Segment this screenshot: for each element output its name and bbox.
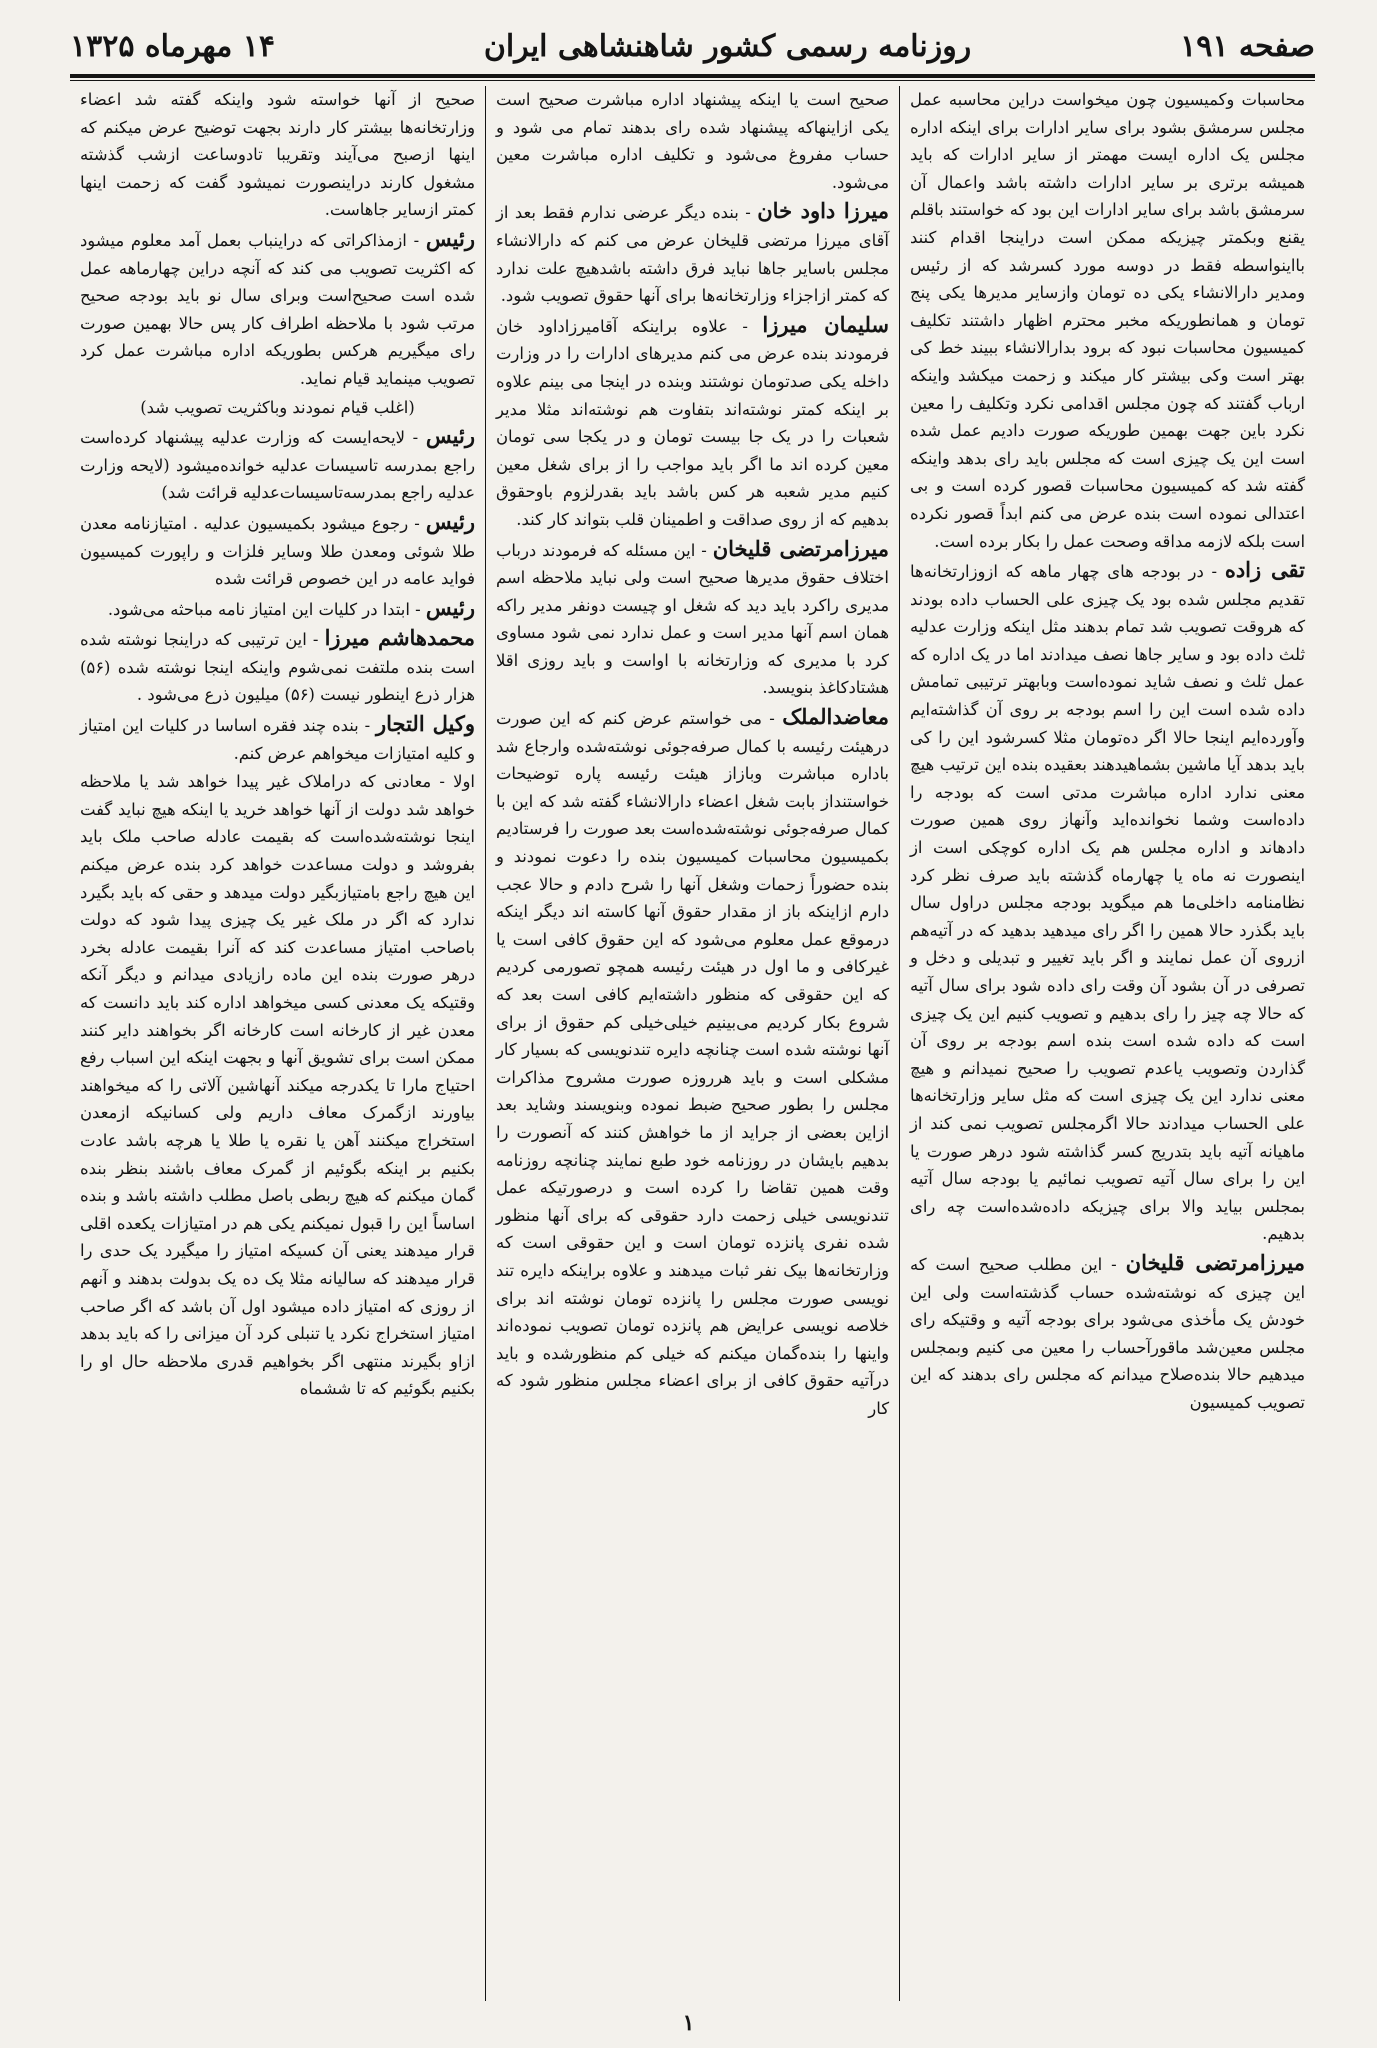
paragraph-text: این مطلب صحیح است که این چیزی که نوشته‌شده حساب گذشته‌است ولی این خودش یک مأخذی می‌شود برای بودجه آتیه و وقتیکه رای مجلس معین‌شد ماقورآحساب را معین می کنیم وبمجلس میدهیم حالا بنده‌صلاح میدانم که مجلس رای بدهند که این تصویب کمیسیون [910, 1254, 1305, 1412]
paragraph: معاضدالملک - می خواستم عرض کنم که این صورت درهیئت رئیسه با کمال صرفه‌جوئی نوشته‌شده وارجاع شد باداره مباشرت وبازاز هیئت رئیسه پاره توضیحات خواستنداز بابت شغل اعضاء دارالانشاء گفته شد که این با کمال صرفه‌جوئی نوشته‌شده‌است بعد صورت را فرستادیم بکمیسیون محاسبات کمیسیون بنده را دعوت نمودند و بنده حضوراً زحمات وشغل آنها را شرح دادم و حالا عجب دارم ازاینکه باز از مقدار حقوق آنها کاسته اند دیگر اینکه درموقع عمل معلوم می‌شود که این حقوق کافی است یا غیرکافی و ما اول در هیئت رئیسه همچو تصورمی کردیم که این حقوقی که منظور داشته‌ایم کافی است بعد که شروع بکار کردیم می‌بینیم خیلی‌خیلی کم حقوق از برای آنها نوشته شده است چنانچه دایره تندنویسی که بسیار کار مشکلی است و باید هرروزه صورت مشروح مذاکرات مجلس را بطور صحیح ضبط نموده وبنویسند وشاید بعد ازاین بعضی از جراید از ما خواهش کنند که آنصورت را بدهیم بایشان در روزنامه خود طبع نمایند چنانچه روزنامه وقت همین تقاضا را کرده است و درصورتیکه عمل تندنویسی خیلی زحمت دارد حقوقی که برای آنها منظور شده نفری پانزده تومان است و این حقوقی است که وزارتخانه‌ها بیک نفر ثبات میدهند و علاوه براینکه دایره تند نویسی صورت مجلس را پانزده تومان نوشته اند برای خلاصه نویسی عرایض هم پانزده تومان تصویب نموده‌اند واینها را بنده‌گمان میکنم که خیلی کم منظورشده و باید درآتیه حقوق کافی از برای اعضاء مجلس منظور شود که کار [496, 704, 890, 1418]
paragraph [80, 86, 475, 224]
paragraph-text: ابتدا در کلیات این امتیاز نامه مباحثه می‌شود. [107, 599, 410, 619]
paragraph: میرزامرتضی قلیخان - این مسئله که فرمودند درباب اختلاف حقوق مدیرها صحیح است ولی نباید ملاحظه اسم مدیری راکرد باید دید که شغل او چیست دونفر مدیر راکه همان اسم آنها مدیر است و عمل ندارد نمی شود مساوی کرد با مدیری که وزارتخانه با اواست و باید روزی اقلا هشتادکاغذ بنویسد. [496, 535, 889, 698]
speaker-name: وکیل التجار [375, 711, 475, 737]
paragraph: محمدهاشم میرزا - این ترتیبی که دراینجا نوشته شده است بنده ملتفت نمی‌شوم واینکه اینجا نوشته شده (۵۶) هزار ذرع اینطور نیست (۵۶) میلیون ذرع می‌شود . [80, 625, 475, 705]
column-left [70, 86, 485, 2001]
header-rule-thin [70, 80, 1315, 81]
paragraph-text: لایحه‌ایست که وزارت عدلیه پیشنهاد کرده‌است راجع بمدرسه تاسیسات عدلیه خوانده‌میشود (لایحه وزارت عدلیه راجع بمدرسه‌تاسیسات‌عدلیه قرائت شد) [80, 428, 475, 503]
page-footer-number: ۱ [682, 2010, 695, 2036]
column-middle [485, 86, 900, 2001]
paragraph-text: در بودجه های چهار ماهه که ازوزارتخانه‌ها تقدیم مجلس شده بود یک چیزی علی الحساب داده بودند که هروقت تصویب شد تمام بدهند مثل اینکه وزارت عدلیه ثلث داده بود و سایر جاها نصف میدادند اما در یک اداره که عمل ثلث و نصف شاید نموده‌است وبابهتر ترتیبی تمامش داده شده است این را اسم بودجه بر روی آن گذاشته‌ایم وآورده‌ایم اینجا حالا اگر ده‌تومان مثلا کسرشود این را کی باید بدهد آیا ماشین بشماهیدهند بعقیده بنده این ترتیب هیچ معنی ندارد اداره مباشرت مدتی است که بودجه را داده‌است وشما نخوانده‌اید وآنهاز روی همین صورت دادهاند و اداره مجلس هم یک اداره کوچکی است از اینصورت نه ماه یا چهارماه گذشته باید صرف نظر کرد نظامنامه داخلی‌ما هم میگوید بودجه مجلس دراول سال باید بگذرد حالا همین را اگر رای میدهید بدهید که در آتیه‌هم ازروی آن عمل نمایند و اگر باید تغییر و تبدیلی و دخل و تصرفی در آن بشود آن وقت رای داده شود برای سال آتیه که حالا چه چیز را رای بدهیم و تصویب کنیم این یک چیزی است که داده شده است بنده اسم بودجه بر روی آن گذاردن وتصویب یاعدم تصویب را صحیح نمیدانم و هیچ معنی ندارد این یک چیزی است که مثل سایر وزارتخانه‌ها علی الحساب میدادند حالا اگرمجلس تصویب نمی کند از ماهیانه آتیه باید بتدریج کسر گذاشته شود درهر صورت یا این را برای سال آتیه تصویب نمائیم یا بودجه سال آتیه بمجلس بیاید والا برای چیزیکه داده‌شده‌است چه رای بدهیم. [910, 562, 1305, 1244]
paragraph-text: بنده دیگر عرضی ندارم فقط بعد از آقای میرزا مرتضی قلیخان عرض می کنم که دارالانشاء مجلس باسایر جاها نباید فرق داشته باشدهیچ علت ندارد که کمتر ازاجزاء وزارتخانه‌ها برای آنها حقوق تصویب شود. [496, 203, 889, 306]
paragraph: رئیس - رجوع میشود بکمیسیون عدلیه . امتیازنامه معدن طلا شوئی ومعدن طلا وسایر فلزات و راپورت کمیسیون فواید عامه در این خصوص قرائت شده [80, 508, 475, 589]
paragraph: (اغلب قیام نمودند وباکثریت تصویب شد) [140, 397, 415, 417]
paragraph-text: رجوع میشود بکمیسیون عدلیه . امتیازنامه معدن طلا شوئی ومعدن طلا وسایر فلزات و راپورت کمیسیون فواید عامه در این خصوص قرائت شده [80, 513, 475, 589]
paragraph: میرزامرتضی قلیخان - این مطلب صحیح است که این چیزی که نوشته‌شده حساب گذشته‌است ولی این خودش یک مأخذی می‌شود برای بودجه آتیه و وقتیکه رای مجلس معین‌شد ماقورآحساب را معین می کنیم وبمجلس میدهیم حالا بنده‌صلاح میدانم که مجلس رای بدهند که این تصویب کمیسیون [910, 1249, 1305, 1412]
issue-date: ۱۴ مهرماه ۱۳۲۵ [70, 28, 275, 64]
paragraph: تقی زاده - در بودجه های چهار ماهه که ازوزارتخانه‌ها تقدیم مجلس شده بود یک چیزی علی الحساب داده بودند که هروقت تصویب شد تمام بدهند مثل اینکه وزارت عدلیه ثلث داده بود و سایر جاها نصف میدادند اما در یک اداره که عمل ثلث و نصف شاید نموده‌است وبابهتر ترتیبی تمامش داده شده است این را اسم بودجه بر روی آن گذاشته‌ایم وآورده‌ایم اینجا حالا اگر ده‌تومان مثلا کسرشود این را کی باید بدهد آیا ماشین بشماهیدهند بعقیده بنده این ترتیب هیچ معنی ندارد اداره مباشرت مدتی است که بودجه را داده‌است وشما نخوانده‌اید وآنهاز روی همین صورت دادهاند و اداره مجلس هم یک اداره کوچکی است از اینصورت نه ماه یا چهارماه گذشته باید صرف نظر کرد نظامنامه داخلی‌ما هم میگوید بودجه مجلس دراول سال باید بگذرد حالا همین را اگر رای میدهید بدهید که در آتیه‌هم ازروی آن عمل نمایند و اگر باید تغییر و تبدیلی و دخل و تصرفی در آن بشود آن وقت رای داده شود برای سال آتیه که حالا چه چیز را رای بدهیم و تصویب کنیم این یک چیزی است که داده شده است بنده اسم بودجه بر روی آن گذاردن وتصویب یاعدم تصویب را صحیح نمیدانم و هیچ معنی ندارد این یک چیزی است که مثل سایر وزارتخانه‌ها علی الحساب میدادند حالا اگرمجلس تصویب نمی کند از ماهیانه آتیه باید بتدریج کسر گذاشته شود درهر صورت یا این را برای سال آتیه تصویب نمائیم یا بودجه سال آتیه بمجلس بیاید والا برای چیزیکه داده‌شده‌است چه رای بدهیم. [910, 557, 1305, 1244]
paragraph: سلیمان میرزا - علاوه براینکه آقامیرزاداود خان فرمودند بنده عرض می کنم مدیرهای ادارات را در وزارت داخله یکی صدتومان نوشتند وبنده در اینجا می بینم علاوه بر اینکه کمتر نوشته‌اند بتفاوت هم نوشته‌اند مثلا مدیر شعبات را در یک جا بیست تومان و در یکجا سی تومان معین کرده اند ما اگر باید مواجب را از برای شغل معین کنیم مدیر شعبه هر کس باشد باید بقدرلزوم باوحقوق بدهیم که از روی صداقت و اطمینان قلب بتواند کار کند. [496, 311, 889, 529]
speaker-name: معاضدالملک [782, 704, 890, 730]
speaker-name: رئیس [425, 423, 475, 449]
paragraph-text: این ترتیبی که دراینجا نوشته شده است بنده ملتفت نمی‌شوم واینکه اینجا نوشته شده (۵۶) هزار ذرع اینطور نیست (۵۶) میلیون ذرع می‌شود . [80, 630, 475, 705]
paragraph [496, 86, 889, 196]
paragraph-text: بنده چند فقره اساسا در کلیات این امتیاز و کلیه امتیازات میخواهم عرض کنم. [80, 716, 475, 763]
speaker-name: میرزامرتضی قلیخان [712, 535, 889, 561]
page-number-label: صفحه ۱۹۱ [1180, 28, 1315, 64]
paragraph: رئیس - ازمذاکراتی که دراینباب بعمل آمد معلوم میشود که اکثریت تصویب می کند که آنچه دراین چهارماهه عمل شده است صحیح‌است وبرای سال نو باید بودجه صحیح مرتب شود با ملاحظه اطراف کار پس حالا بهمین صورت رای میگیریم هرکس بطوریکه اداره مباشرت عمل کرد تصویب مینماید قیام نماید. [80, 225, 475, 388]
paragraph: رئیس - لایحه‌ایست که وزارت عدلیه پیشنهاد کرده‌است راجع بمدرسه تاسیسات عدلیه خوانده‌میشود (لایحه وزارت عدلیه راجع بمدرسه‌تاسیسات‌عدلیه قرائت شد) [80, 423, 475, 503]
paragraph-text: می خواستم عرض کنم که این صورت درهیئت رئیسه با کمال صرفه‌جوئی نوشته‌شده وارجاع شد باداره مباشرت وبازاز هیئت رئیسه پاره توضیحات خواستنداز بابت شغل اعضاء دارالانشاء گفته شد که این با کمال صرفه‌جوئی نوشته‌شده‌است بعد صورت را فرستادیم بکمیسیون محاسبات کمیسیون بنده را دعوت نمودند و بنده حضوراً زحمات وشغل آنها را شرح دادم و حالا عجب دارم ازاینکه باز از مقدار حقوق آنها کاسته اند دیگر اینکه درموقع عمل معلوم می‌شود که این حقوق کافی است یا غیرکافی و ما اول در هیئت رئیسه همچو تصورمی کردیم که این حقوقی که منظور داشته‌ایم کافی است بعد که شروع بکار کردیم می‌بینیم خیلی‌خیلی کم حقوق از برای آنها نوشته شده است چنانچه دایره تندنویسی که بسیار کار مشکلی است و باید هرروزه صورت مشروح مذاکرات مجلس را بطور صحیح ضبط نموده وبنویسند وشاید بعد ازاین بعضی از جراید از ما خواهش کنند که آنصورت را بدهیم بایشان در روزنامه خود طبع نمایند چنانچه روزنامه وقت همین تقاضا را کرده است و درصورتیکه عمل تندنویسی خیلی زحمت دارد حقوقی که برای آنها منظور شده نفری پانزده تومان است و این حقوقی است که وزارتخانه‌ها بیک نفر ثبات میدهند و علاوه براینکه دایره تند نویسی صورت مجلس را پانزده تومان نوشته اند برای خلاصه نویسی عرایض هم پانزده تومان تصویب نموده‌اند واینها را بنده‌گمان میکنم که خیلی کم منظورشده و باید درآتیه حقوق کافی از برای اعضاء مجلس منظور شود که کار [496, 709, 889, 1418]
speaker-name: رئیس [425, 508, 475, 534]
page-header [70, 22, 1315, 70]
paragraph-text: علاوه براینکه آقامیرزاداود خان فرمودند بنده عرض می کنم مدیرهای ادارات را در وزارت داخله یکی صدتومان نوشتند وبنده در اینجا می بینم علاوه بر اینکه کمتر نوشته‌اند بتفاوت هم نوشته‌اند مثلا مدیر شعبات را در یک جا بیست تومان و در یکجا سی تومان معین کرده اند ما اگر باید مواجب را از برای شغل معین کنیم مدیر شعبه هر کس باشد باید بقدرلزوم باوحقوق بدهیم که از روی صداقت و اطمینان قلب بتواند کار کند. [496, 316, 889, 529]
paragraph-text: صحیح است یا اینکه پیشنهاد اداره مباشرت صحیح است یکی ازاینهاکه پیشنهاد شده رای بدهند تمام می شود و حساب مفروغ می‌شود و تکلیف اداره مباشرت معین می‌شود. [496, 90, 889, 192]
speaker-name: رئیس [425, 225, 475, 251]
speaker-name: سلیمان میرزا [762, 311, 889, 337]
text-columns [70, 86, 1315, 2001]
header-rule-thick [70, 74, 1315, 78]
paragraph: وکیل التجار - بنده چند فقره اساسا در کلیات این امتیاز و کلیه امتیازات میخواهم عرض کنم. [80, 711, 475, 763]
paragraph-text: اولا - معادنی که دراملاک غیر پیدا خواهد شد یا ملاحظه خواهد شد دولت از آنها خواهد خرید یا اینکه هیچ نباید گفت اینجا نوشته‌شده‌است که بقیمت عادله صاحب ملک باید بفروشد و دولت مساعدت خواهد کرد بنده عرض میکنم این هیچ راجع بامتیازبگیر دولت میدهد و حقی که باید بگیرد ندارد که اگر در ملک غیر یک چیزی پیدا شود که دولت باصاحب امتیاز مساعدت کند که آنرا بقیمت عادله بخرد درهر صورت بنده این ماده رازیادی میدانم و دیگر آنکه وقتیکه یک معدنی کسی میخواهد اداره کند باید دانست که معدن غیر از کارخانه است کارخانه اگر بخواهند دایر کنند ممکن است برای تشویق آنها و بجهت اینکه این اسباب رفع احتیاج مارا تا یکدرجه میکند آنهاشین آلاتی را که میخواهند بیاورند ازگمرک معاف داریم ولی کسانیکه ازمعدن استخراج میکنند آهن یا نقره یا طلا یا هرچه باشد عادت بکنیم بر اینکه بگوئیم از گمرک معاف باشند بنظر بنده گمان میکنم که هیچ ربطی باصل مطلب داشته باشد و بنده اساساً این را قبول نمیکنم یکی هم در امتیازات یکعده اقلی قرار میدهند یعنی آن کسیکه امتیاز را میگیرد یک حدی را قرار میدهند که سالیانه مثلا یک ده یک بدولت بدهند و آنهم از روزی که امتیاز داده میشود اول آن باشد که اگر صاحب امتیاز استخراج نکرد یا تنبلی کرد آن میزانی را که باید بدهد ازاو بگیرند منتهی اگر بخواهیم قدری ملاحظه حال او را بکنیم بگوئیم که تا ششماه [80, 772, 475, 1399]
speaker-name: تقی زاده [1224, 557, 1305, 583]
speaker-name: رئیس [425, 594, 475, 620]
speaker-name: میرزامرتضی قلیخان [1125, 1249, 1305, 1275]
paragraph [80, 768, 475, 1403]
paragraph: میرزا داود خان - بنده دیگر عرضی ندارم فقط بعد از آقای میرزا مرتضی قلیخان عرض می کنم که دارالانشاء مجلس باسایر جاها نباید فرق داشته باشدهیچ علت ندارد که کمتر ازاجزاء وزارتخانه‌ها برای آنها حقوق تصویب شود. [496, 198, 889, 306]
paragraph-text: این مسئله که فرمودند درباب اختلاف حقوق مدیرها صحیح است ولی نباید ملاحظه اسم مدیری راکرد باید دید که شغل او چیست دونفر مدیر راکه همان اسم آنها مدیر است و عمل ندارد نمی شود مساوی کرد با مدیری که وزارتخانه با اواست و باید روزی اقلا هشتادکاغذ بنویسد. [496, 540, 889, 698]
speaker-name: محمدهاشم میرزا [324, 625, 475, 651]
column-right [900, 86, 1315, 2001]
paragraph-text: صحیح از آنها خواسته شود واینکه گفته شد اعضاء وزارتخانه‌ها بیشتر کار دارند بجهت توضیح عرض میکنم که اینها ازصبح می‌آیند وتقریبا تادوساعت ازشب گذشته مشغول کارند دراینصورت نمیشود گفت که زحمت اینها کمتر ازسایر جاهاست. [80, 90, 475, 220]
speaker-name: میرزا داود خان [757, 198, 889, 224]
paragraph [910, 86, 1305, 555]
paragraph-text: محاسبات وکمیسیون چون میخواست دراین محاسبه عمل مجلس سرمشق بشود برای سایر ادارات برای اینکه اداره مجلس یک اداره ایست مهمتر از سایر ادارات که باید همیشه برتری بر سایر ادارات داشته باشد واعمال آن سرمشق باشد برای سایر ادارات این بود که خواستند باقلم یقنع وبکمتر چیزیکه ممکن است دراینجا اقدام کنند بااینواسطه فقط در دوسه مورد کسرشد که از رئیس ومدیر دارالانشاء یکی ده تومان وازسایر مدیرها یکی پنج تومان و همانطوریکه مخبر محترم اظهار داشتند تکلیف کمیسیون محاسبات نبود که برود بدارالانشاء ببیند خط کی بهتر است وکی بیشتر کار میکند و زحمت میکشد واینکه ارباب گفتند که چون مجلس اقدامی نکرد وتکلیف را معین نکرد باین جهت بهمین طوریکه صورت دادیم عمل شده است این یک چیزی است که مجلس باید رای بدهد واینکه گفته شد که کمیسیون محاسبات قصور کرده است و بی اعتدالی نموده است بنده عرض می کنم ابداً قصور نکرده است بلکه لازمه مداقه وصحت عمل را بکار برده است. [910, 90, 1305, 551]
newspaper-title: روزنامه رسمی کشور شاهنشاهی ایران [483, 28, 972, 64]
paragraph: رئیس - ابتدا در کلیات این امتیاز نامه مباحثه می‌شود. [107, 594, 475, 620]
paragraph-text: ازمذاکراتی که دراینباب بعمل آمد معلوم میشود که اکثریت تصویب می کند که آنچه دراین چهارماهه عمل شده است صحیح‌است وبرای سال نو باید بودجه صحیح مرتب شود با ملاحظه اطراف کار پس حالا بهمین صورت رای میگیریم هرکس بطوریکه اداره مباشرت عمل کرد تصویب مینماید قیام نماید. [80, 230, 475, 388]
